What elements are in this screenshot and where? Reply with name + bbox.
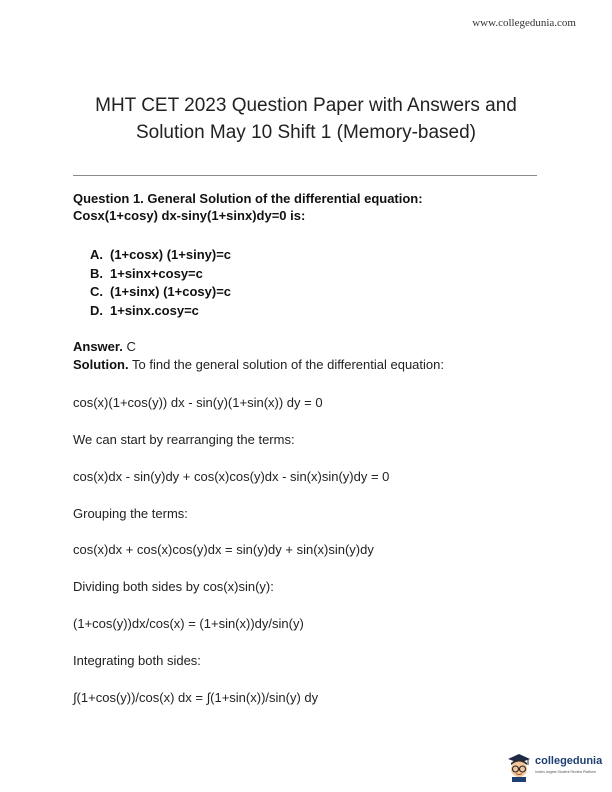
solution-label: Solution. [73, 357, 129, 372]
option-text: 1+sinx.cosy=c [110, 302, 199, 318]
option-item [90, 265, 231, 284]
solution-intro: To find the general solution of the differential equation: [132, 357, 444, 372]
option-text: (1+cosx) (1+siny)=c [110, 247, 232, 262]
solution-step: ∫(1+cos(y))/cos(x) dx = ∫(1+sin(x))/sin(y) dy [73, 690, 319, 705]
solution-step: cos(x)dx - sin(y)dy + cos(x)cos(y)dx - sin(x)sin(y)dy = 0 [73, 469, 390, 484]
solution-step: Integrating both sides: [73, 653, 201, 668]
option-item [90, 302, 231, 321]
option-letter: A. [90, 247, 103, 262]
mascot-icon [506, 752, 532, 782]
title-line-2: Solution May 10 Shift 1 (Memory-based) [135, 122, 477, 143]
question-line-1: Question 1. General Solution of the differential equation: [73, 191, 423, 206]
option-text: (1+sinx) (1+cosy)=c [110, 284, 232, 299]
option-letter: B. [90, 265, 103, 281]
solution-step: (1+cos(y))dx/cos(x) = (1+sin(x))dy/sin(y) [73, 616, 304, 631]
solution-intro-line [73, 357, 444, 372]
solution-step: cos(x)dx + cos(x)cos(y)dx = sin(y)dy + sin(x)sin(y)dy [73, 542, 374, 557]
brand-tagline: India's largest Student Review Platform [535, 770, 596, 774]
solution-step: We can start by rearranging the terms: [73, 432, 295, 447]
answer-label: Answer. [73, 339, 123, 354]
title-divider [73, 175, 537, 176]
answer-options [90, 246, 231, 320]
solution-step: Grouping the terms: [73, 506, 188, 521]
answer-line [73, 339, 136, 354]
solution-step: Dividing both sides by cos(x)sin(y): [73, 579, 274, 594]
title-line-1: MHT CET 2023 Question Paper with Answers and [95, 95, 517, 116]
document-title [40, 92, 572, 146]
option-letter: C. [90, 284, 103, 299]
solution-step: cos(x)(1+cos(y)) dx - sin(y)(1+sin(x)) dy = 0 [73, 395, 323, 410]
question-text [73, 190, 553, 224]
site-url[interactable]: www.collegedunia.com [472, 17, 576, 29]
option-item [90, 246, 231, 265]
question-line-2: Cosx(1+cosy) dx-siny(1+sinx)dy=0 is: [73, 208, 306, 223]
collegedunia-logo[interactable] [506, 752, 610, 782]
option-item [90, 283, 231, 302]
option-text: 1+sinx+cosy=c [110, 265, 203, 281]
answer-value: C [126, 339, 136, 354]
brand-name: collegedunia [535, 755, 603, 767]
option-letter: D. [90, 302, 103, 318]
